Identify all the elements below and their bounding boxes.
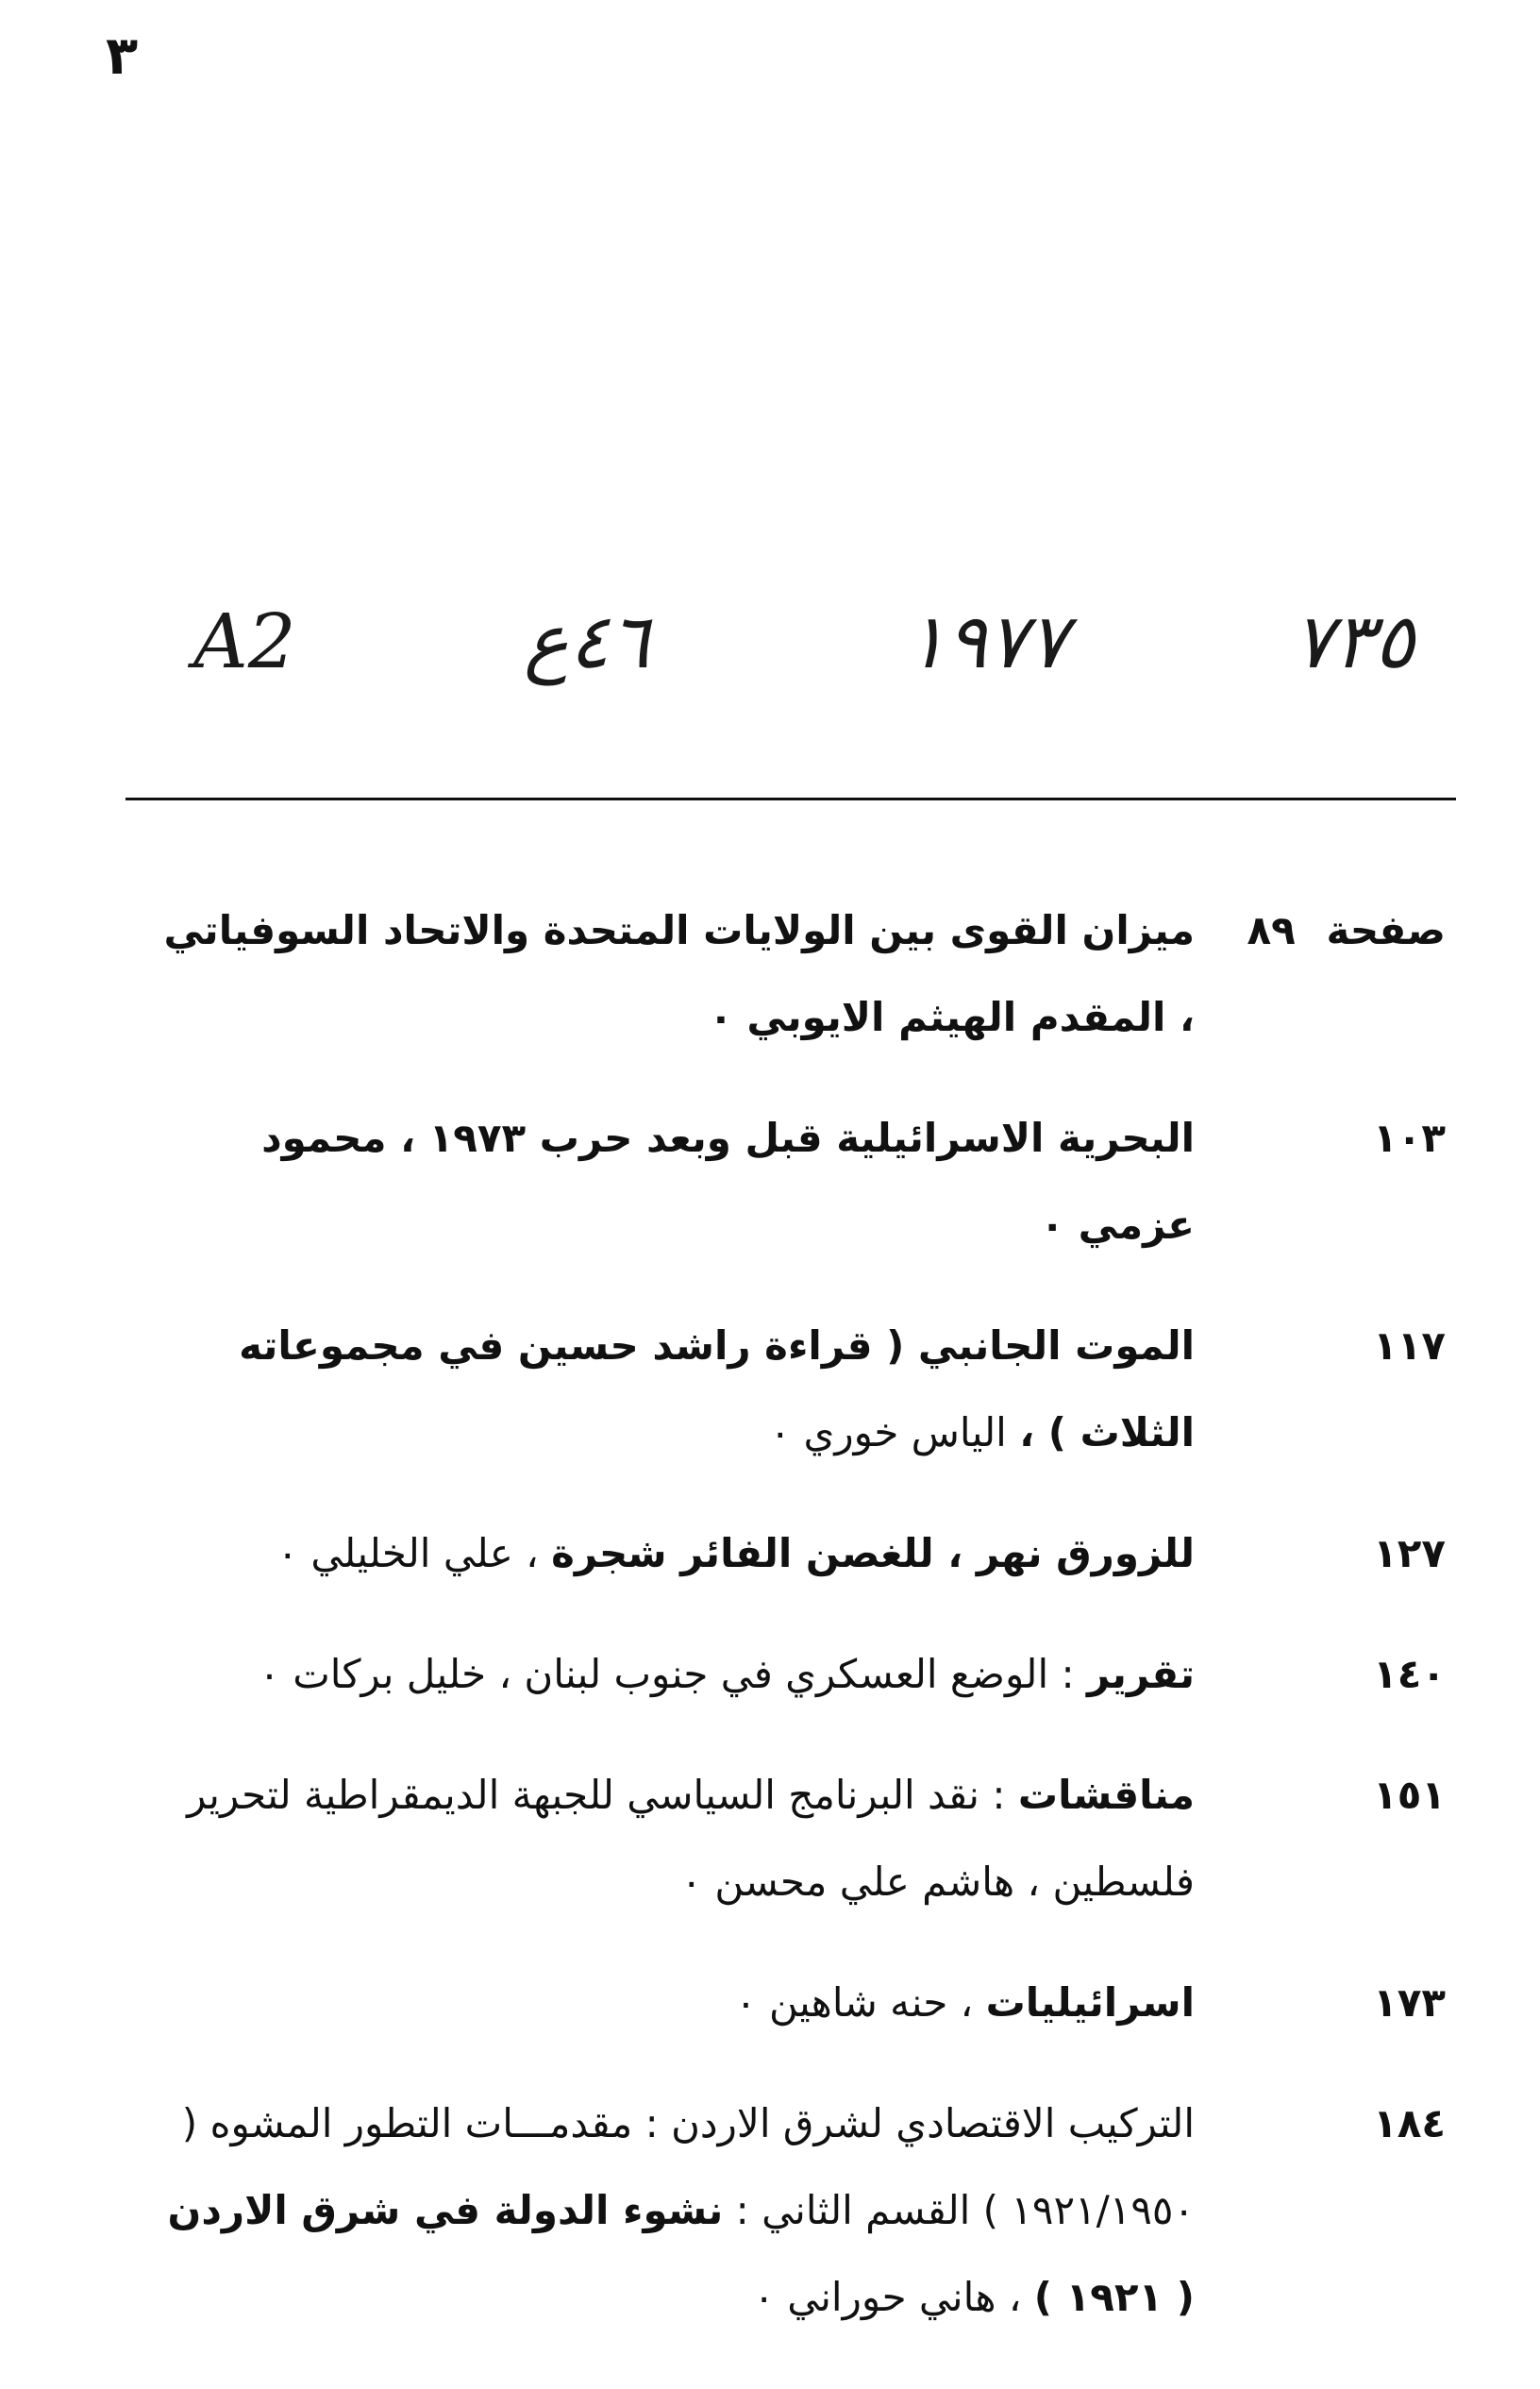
toc-title: [142, 887, 1210, 1061]
toc-page-value: ١٧٣: [1373, 1979, 1446, 2026]
toc-title-bold: تقرير: [1086, 1651, 1195, 1697]
toc-entry: [142, 1752, 1446, 1926]
toc-page-value: ١٥١: [1373, 1772, 1446, 1818]
toc-title-bold: البحرية الاسرائيلية قبل وبعد حرب ١٩٧٣ ، محمود عزمي ٠: [261, 1115, 1195, 1248]
toc-title-bold: مناقشات: [1017, 1772, 1195, 1818]
toc-page-value: ١١٧: [1373, 1322, 1446, 1369]
handwritten-note: A2: [193, 597, 296, 685]
toc-page-number: [1210, 1631, 1446, 1718]
toc-title-plain: الياس خوري ٠: [769, 1409, 1020, 1455]
toc-entry: [142, 1510, 1446, 1597]
toc-entry: [142, 1095, 1446, 1269]
toc-title: [142, 1303, 1210, 1476]
toc-page-number: [1210, 1095, 1446, 1182]
toc-page-number: [1210, 2080, 1446, 2167]
toc-entry: [142, 1303, 1446, 1476]
toc-page-number: [1210, 1510, 1446, 1597]
handwritten-note: ٤٦ع: [524, 597, 650, 685]
toc-title-plain: : الوضع العسكري في جنوب لبنان ، خليل بركات ٠: [259, 1651, 1087, 1697]
table-of-contents: [142, 887, 1446, 2375]
toc-entry: [142, 887, 1446, 1061]
toc-page-number: [1210, 1303, 1446, 1389]
toc-title-plain-before: التركيب الاقتصادي لشرق الاردن : مقدمـــات التطور المشوه ( ١٩٢١/١٩٥٠ ) القسم الثاني :: [181, 2100, 1195, 2233]
handwritten-note: ١٩٧٧: [906, 597, 1068, 685]
toc-title-bold: للزورق نهر ، للغصن الفائر شجرة: [551, 1530, 1195, 1576]
toc-title-plain: ، علي الخليلي ٠: [276, 1530, 552, 1576]
toc-title: [142, 1752, 1210, 1926]
toc-title-bold: اسرائيليات: [985, 1979, 1195, 2026]
horizontal-rule: [126, 798, 1456, 800]
toc-page-value: ١٨٤: [1373, 2100, 1446, 2146]
toc-page-value: ١٠٣: [1373, 1115, 1446, 1161]
toc-title-plain: : نقد البرنامج السياسي للجبهة الديمقراطية لتحرير فلسطين ، هاشم علي محسن ٠: [187, 1772, 1195, 1905]
toc-entry: [142, 1631, 1446, 1718]
toc-page-value: ١٤٠: [1373, 1651, 1446, 1697]
page-number: ٣: [106, 25, 139, 87]
toc-title-plain: ، حنه شاهين ٠: [735, 1979, 986, 2026]
toc-title: [142, 1510, 1210, 1597]
toc-title-bold: نشوء الدولة في شرق الاردن ( ١٩٢١ ): [167, 2187, 1195, 2320]
toc-title-bold: الموت الجانبي ( قراءة راشد حسين في مجموعاته الثلاث ) ،: [239, 1322, 1195, 1455]
toc-title: [142, 1095, 1210, 1269]
toc-entry: [142, 1960, 1446, 2046]
toc-title: [142, 1960, 1210, 2046]
page-label: صفحة: [1326, 907, 1446, 953]
handwritten-note: ٧٣٥: [1293, 597, 1414, 685]
toc-page-number: [1210, 887, 1446, 974]
toc-title: [142, 1631, 1210, 1718]
toc-page-number: [1210, 1960, 1446, 2046]
toc-page-value: ١٢٧: [1373, 1530, 1446, 1576]
toc-entry: [142, 2080, 1446, 2341]
toc-title: [142, 2080, 1210, 2341]
toc-page-number: [1210, 1752, 1446, 1839]
toc-page-value: ٨٩: [1247, 907, 1296, 953]
toc-title-bold: ميزان القوى بين الولايات المتحدة والاتحاد السوفياتي ، المقدم الهيثم الايوبي ٠: [163, 907, 1195, 1040]
toc-title-plain: ، هاني حوراني ٠: [753, 2274, 1034, 2320]
